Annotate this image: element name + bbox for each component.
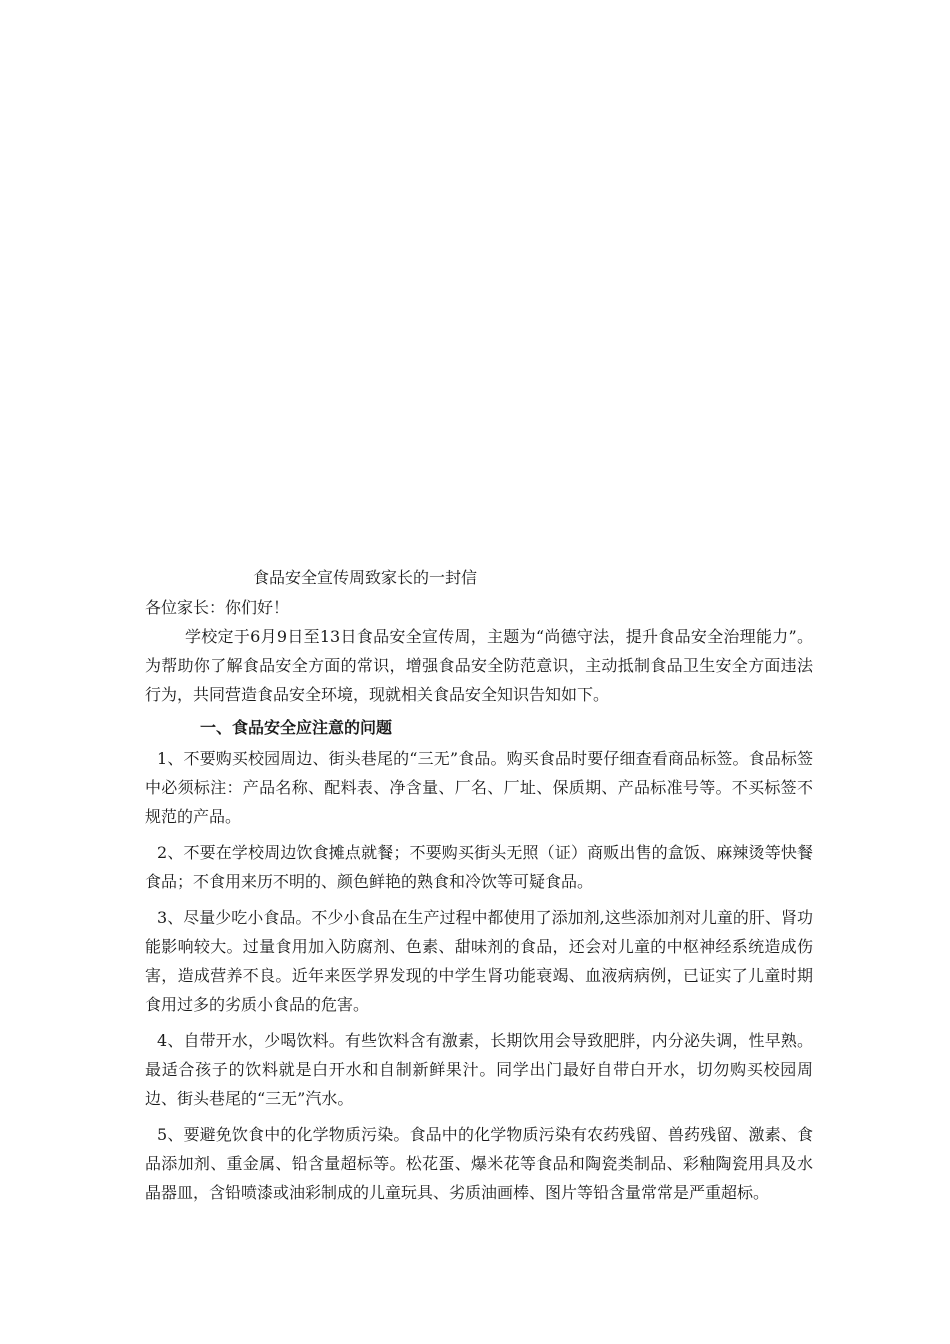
- section-heading: 一、食品安全应注意的问题: [200, 718, 393, 737]
- list-item: 5、要避免饮食中的化学物质污染。食品中的化学物质污染有农药残留、兽药残留、激素、食品添加剂、重金属、铅含量超标等。松花蛋、爆米花等食品和陶瓷类制品、彩釉陶瓷用具及水晶器皿，含铅喷漆或油彩制成的儿童玩具、劣质油画棒、图片等铅含量常常是严重超标。: [145, 1125, 813, 1202]
- intro-paragraph: 学校定于6月9日至13日食品安全宣传周，主题为“尚德守法，提升食品安全治理能力”。为帮助你了解食品安全方面的常识，增强食品安全防范意识，主动抵制食品卫生安全方面违法行为，共同营造食品安全环境，现就相关食品安全知识告知如下。: [145, 627, 813, 704]
- letter-greeting: 各位家长：你们好！: [145, 598, 290, 617]
- list-item: 1、不要购买校园周边、街头巷尾的“三无”食品。购买食品时要仔细查看商品标签。食品标签中必须标注：产品名称、配料表、净含量、厂名、厂址、保质期、产品标准号等。不买标签不规范的产品。: [145, 749, 813, 826]
- list-item: 4、自带开水，少喝饮料。有些饮料含有激素，长期饮用会导致肥胖，内分泌失调，性早熟。最适合孩子的饮料就是白开水和自制新鲜果汁。同学出门最好自带白开水，切勿购买校园周边、街头巷尾的“三无”汽水。: [145, 1031, 813, 1108]
- list-item: 2、不要在学校周边饮食摊点就餐；不要购买街头无照（证）商贩出售的盒饭、麻辣烫等快餐食品；不食用来历不明的、颜色鲜艳的熟食和冷饮等可疑食品。: [145, 843, 813, 891]
- list-item: 3、尽量少吃小食品。不少小食品在生产过程中都使用了添加剂,这些添加剂对儿童的肝、肾功能影响较大。过量食用加入防腐剂、色素、甜味剂的食品，还会对儿童的中枢神经系统造成伤害，造成营养不良。近年来医学界发现的中学生肾功能衰竭、血液病病例，已证实了儿童时期食用过多的劣质小食品的危害。: [145, 908, 813, 1014]
- letter-title: 食品安全宣传周致家长的一封信: [253, 568, 478, 587]
